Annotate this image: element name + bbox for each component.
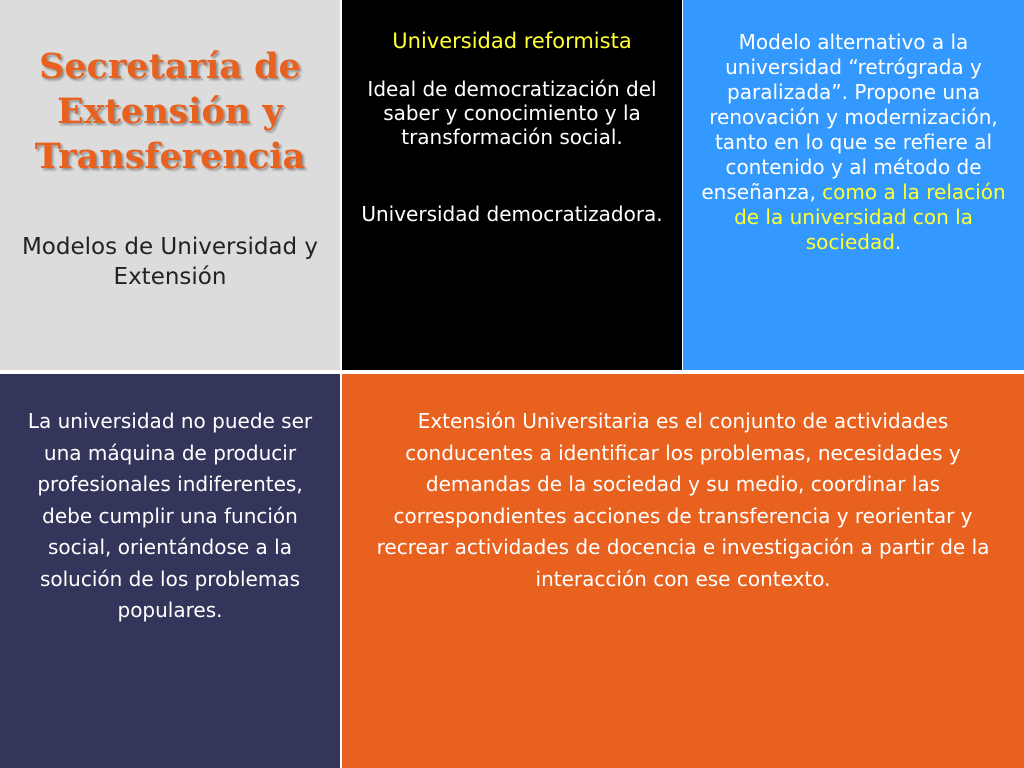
extension-definition-text: Extensión Universitaria es el conjunto de actividades conducentes a identificar los problemas, necesidades y demandas de la sociedad y su medio, coordinar las correspondientes acciones de transferencia y reorientar y recrear actividades de docencia e investigación a partir de la interacción con ese contexto. (376, 409, 990, 591)
alternative-model-end: . (894, 230, 902, 254)
alternative-model-text (691, 30, 1016, 255)
reformist-description: Ideal de democratización del saber y conocimiento y la transformación social. (367, 77, 657, 149)
reformist-university-panel (342, 0, 682, 370)
slide-title: Secretaría de Extensión y Transferencia (34, 46, 306, 177)
alternative-model-main: Modelo alternativo a la universidad “retrógrada y paralizada”. Propone una renovación y modernización, tanto en lo que se refiere al contenido y al método de enseñanza, (701, 30, 998, 204)
alternative-model-highlight: como a la relación de la universidad con la sociedad (734, 180, 1006, 254)
reformist-heading: Universidad reformista (392, 29, 632, 53)
title-panel (0, 0, 340, 370)
extension-definition-panel (342, 374, 1024, 768)
democratizing-university-label: Universidad democratizadora. (361, 202, 663, 226)
social-function-text: La universidad no puede ser una máquina de producir profesionales indiferentes, debe cumplir una función social, orientándose a la solución de los problemas populares. (27, 409, 313, 622)
social-function-panel (0, 374, 340, 768)
alternative-model-panel (683, 0, 1024, 370)
slide-subtitle: Modelos de Universidad y Extensión (21, 234, 319, 290)
